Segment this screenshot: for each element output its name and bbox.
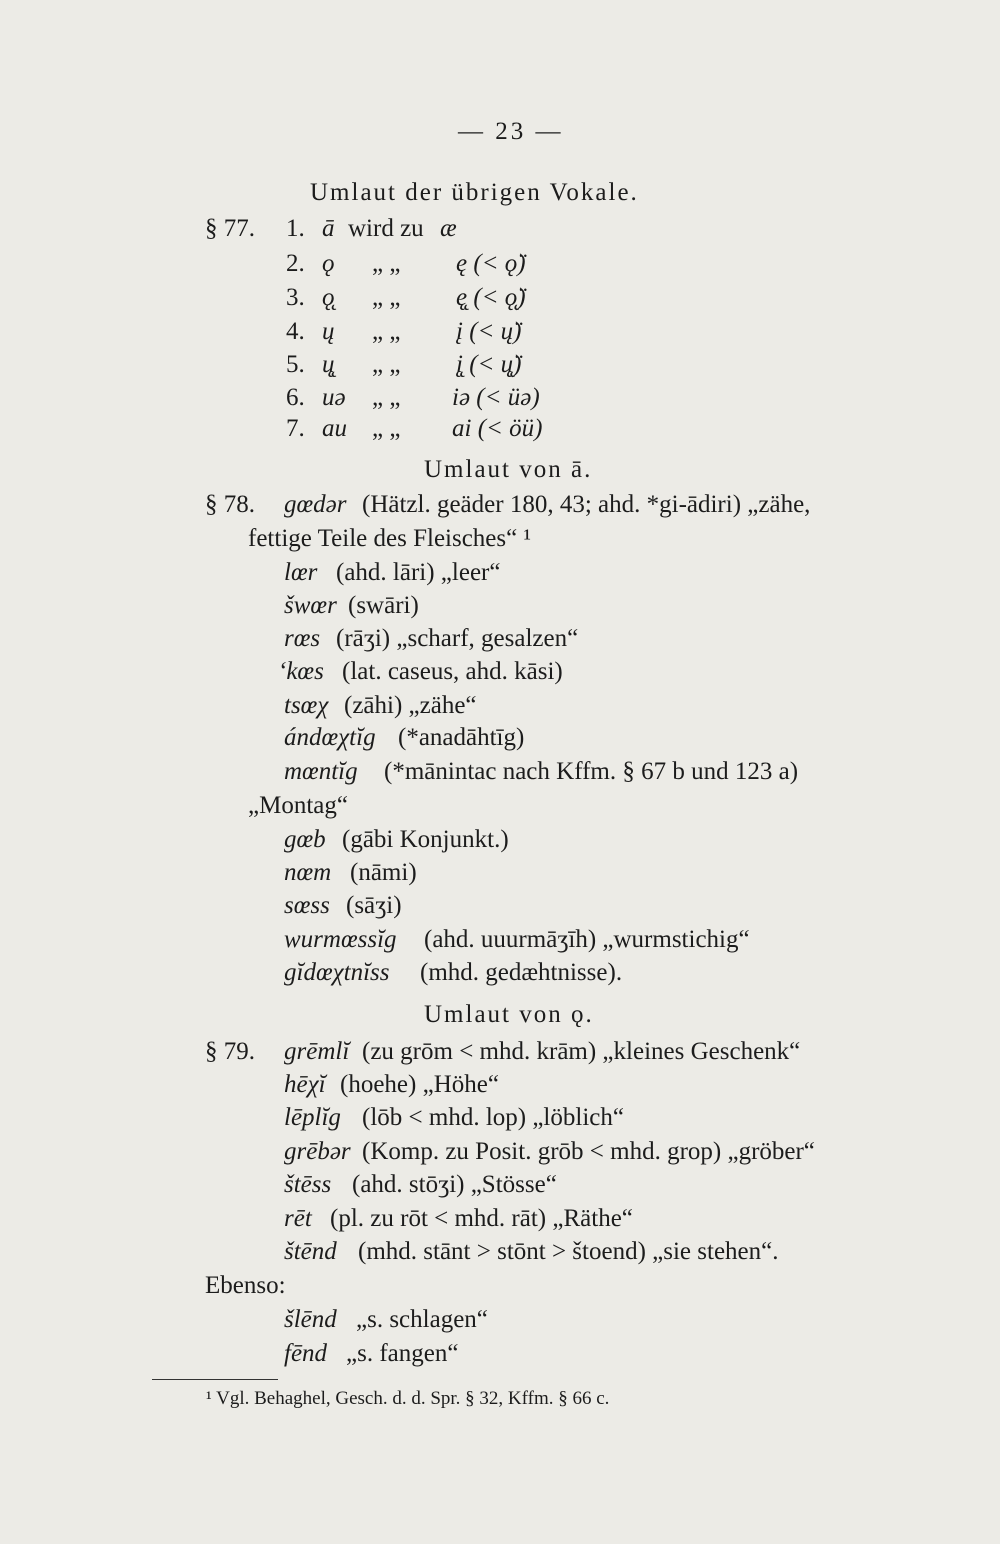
headword: štēss — [284, 1171, 332, 1198]
gloss: fettige Teile des Fleisches“ ¹ — [248, 525, 531, 552]
relation: „ „ — [372, 318, 401, 345]
gloss: (rāʒi) „scharf, gesalzen“ — [336, 625, 579, 652]
gloss: (mhd. stānt > stōnt > štoend) „sie stehen“. — [358, 1238, 779, 1265]
gloss: (zu grōm < mhd. krām) „kleines Geschenk“ — [362, 1038, 801, 1065]
gloss: (nāmi) — [350, 859, 417, 886]
row-number: 5. — [286, 351, 305, 378]
gloss: (lat. caseus, ahd. kāsi) — [342, 658, 563, 685]
row-number: 3. — [286, 284, 305, 311]
result-vowel: ę̨ (< ǫ̨̈) — [456, 284, 526, 311]
headword: ándœχtĭg — [284, 724, 376, 751]
relation: „ „ — [372, 250, 401, 277]
headword: lēplĭg — [284, 1104, 341, 1131]
relation: wird zu — [348, 215, 424, 242]
gloss: „s. fangen“ — [346, 1340, 459, 1367]
footnote: ¹ Vgl. Behaghel, Gesch. d. d. Spr. § 32, Kffm. § 66 c. — [206, 1388, 610, 1409]
gloss: (Komp. zu Posit. grōb < mhd. grop) „gröber“ — [362, 1138, 815, 1165]
row-number: 2. — [286, 250, 305, 277]
result-vowel: æ — [440, 215, 457, 242]
result-vowel: iə (< üə) — [452, 384, 540, 411]
relation: „ „ — [372, 384, 401, 411]
headword: wurmœssĭg — [284, 926, 397, 953]
result-vowel: ę (< ǫ̈) — [456, 250, 526, 277]
gloss: (zāhi) „zähe“ — [344, 692, 477, 719]
gloss: (mhd. gedæhtnisse). — [420, 959, 623, 986]
relation: „ „ — [372, 351, 401, 378]
headword: grēmlĭ — [284, 1038, 350, 1065]
headword: sœss — [284, 892, 330, 919]
headword: fēnd — [284, 1340, 328, 1367]
gloss: (ahd. lāri) „leer“ — [336, 559, 501, 586]
gloss: „s. schlagen“ — [356, 1306, 488, 1333]
paragraph-number: § 79. — [205, 1038, 255, 1065]
result-vowel: į̨ (< ų̨̈) — [456, 351, 522, 378]
ebenso-label: Ebenso: — [205, 1272, 286, 1299]
section-heading: Umlaut von ǫ. — [424, 1001, 594, 1028]
headword: gœb — [284, 826, 326, 853]
paragraph-number: § 77. — [205, 215, 255, 242]
headword: šlēnd — [284, 1306, 337, 1333]
gloss: (ahd. uuurmāʒīh) „wurmstichig“ — [424, 926, 750, 953]
headword: rœs — [284, 625, 321, 652]
row-number: 7. — [286, 415, 305, 442]
gloss: (Hätzl. geäder 180, 43; ahd. *gi-ādiri) „zähe, — [362, 491, 811, 518]
headword: rēt — [284, 1205, 312, 1232]
result-vowel: ai (< öü) — [452, 415, 543, 442]
headword: lœr — [284, 559, 318, 586]
headword: tsœχ — [284, 692, 329, 719]
footnote-divider — [152, 1379, 278, 1380]
headword: gœdər — [284, 491, 347, 518]
page-number: — 23 — — [458, 118, 564, 145]
paragraph-number: § 78. — [205, 491, 255, 518]
gloss: „Montag“ — [248, 792, 348, 819]
gloss: (gābi Konjunkt.) — [342, 826, 509, 853]
gloss: (lōb < mhd. lop) „löblich“ — [362, 1104, 624, 1131]
gloss: (ahd. stōʒi) „Stösse“ — [352, 1171, 557, 1198]
source-vowel: ǫ — [322, 250, 335, 277]
source-vowel: au — [322, 415, 347, 442]
row-number: 6. — [286, 384, 305, 411]
result-vowel: į (< ų̈) — [456, 318, 522, 345]
headword: štēnd — [284, 1238, 337, 1265]
source-vowel: ā — [322, 215, 335, 242]
headword: ʻkœs — [278, 658, 324, 685]
gloss: (*anadāhtīg) — [398, 724, 525, 751]
relation: „ „ — [372, 284, 401, 311]
headword: hēχĭ — [284, 1071, 326, 1098]
source-vowel: ǫ̨ — [322, 284, 335, 311]
gloss: (sāʒi) — [346, 892, 402, 919]
gloss: (*mānintac nach Kffm. § 67 b und 123 a) — [384, 758, 799, 785]
headword: nœm — [284, 859, 332, 886]
source-vowel: uə — [322, 384, 346, 411]
headword: gĭdœχtnĭss — [284, 959, 390, 986]
source-vowel: ų̨ — [322, 351, 335, 378]
headword: mœntĭg — [284, 758, 358, 785]
row-number: 4. — [286, 318, 305, 345]
headword: grēbər — [284, 1138, 351, 1165]
headword: šwœr — [284, 592, 337, 619]
relation: „ „ — [372, 415, 401, 442]
source-vowel: ų — [322, 318, 335, 345]
gloss: (hoehe) „Höhe“ — [340, 1071, 499, 1098]
section-heading: Umlaut der übrigen Vokale. — [310, 179, 639, 206]
row-number: 1. — [286, 215, 305, 242]
section-heading: Umlaut von ā. — [424, 456, 593, 483]
gloss: (swāri) — [348, 592, 419, 619]
gloss: (pl. zu rōt < mhd. rāt) „Räthe“ — [330, 1205, 633, 1232]
